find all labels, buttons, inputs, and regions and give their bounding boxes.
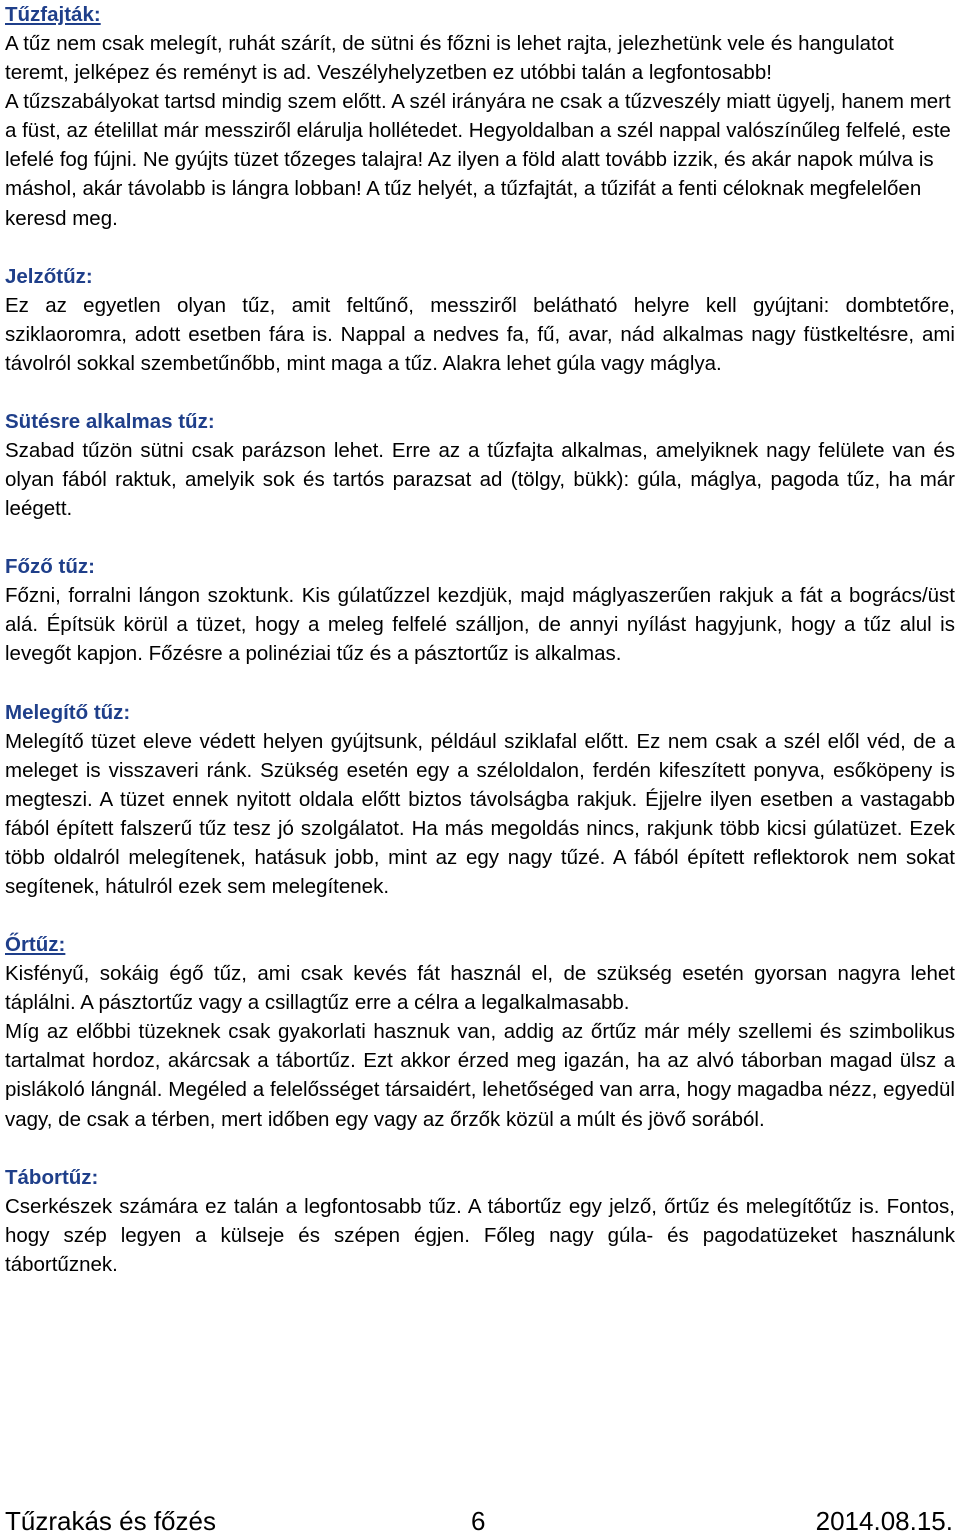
footer-page-number: 6 xyxy=(471,1506,486,1536)
section-sutesre xyxy=(5,407,955,523)
section-paragraph: Míg az előbbi tüzeknek csak gyakorlati hasznuk van, addig az őrtűz már mély szellemi és szimbolikus tartalmat hordoz, akárcsak a tábortűz. Ezt akkor érzed meg igazán, ha az alvó táborban magad ülsz a pislákoló lángnál. Megéled a felelősséget társaidért, lehetőséged van arra, hogy magadba nézz, egyedül vagy, de csak a térben, mert időben egy vagy az őrzők közül a múlt és jövő sorából. xyxy=(5,1020,955,1131)
section-title: Tábortűz: xyxy=(5,1165,99,1189)
section-ortuz xyxy=(5,930,955,1134)
section-paragraph: Melegítő tüzet eleve védett helyen gyújtsunk, például sziklafal előtt. Ez nem csak a szél elől véd, de a meleget is visszaveri ránk. Szükség esetén egy a széloldalon, ferdén kifeszített ponyva, esőköpeny is megteszi. A tüzet ennek nyitott oldala előtt biztos távolságba rakjuk. Éjjelre ilyen esetben a vastagabb fából épített falszerű tűz tesz jó szolgálatot. Ha más megoldás nincs, rakjunk több kicsi gúlatüzet. Ezek több oldalról melegítenek, hatásuk jobb, mint az egy nagy tűzé. A fából épített reflektorok nem sokat segítenek, hátulról ezek sem melegítenek. xyxy=(5,729,955,898)
section-paragraph: Főzni, forralni lángon szoktunk. Kis gúlatűzzel kezdjük, majd máglyaszerűen rakjuk a fát a bogrács/üst alá. Építsük körül a tüzet, hogy a meleg felfelé szálljon, de annyi nyílást hagyjunk, hogy a tűz alul is levegőt kapjon. Főzésre a polinéziai tűz és a pásztortűz is alkalmas. xyxy=(5,584,955,666)
section-title: Melegítő tűz: xyxy=(5,700,131,724)
section-title: Tűzfajták: xyxy=(5,3,101,26)
page-footer xyxy=(5,1505,955,1537)
spacer xyxy=(5,901,955,930)
section-title: Őrtűz: xyxy=(5,933,66,957)
section-tabortuz xyxy=(5,1163,955,1279)
document-page xyxy=(5,0,955,1279)
spacer xyxy=(5,1134,955,1163)
footer-title: Tűzrakás és főzés xyxy=(5,1506,216,1536)
section-title: Főző tűz: xyxy=(5,555,95,579)
spacer xyxy=(5,233,955,262)
section-paragraph: Ez az egyetlen olyan tűz, amit feltűnő, messziről belátható helyre kell gyújtani: dombtetőre, sziklaoromra, adott esetben fára is. Nappal a nedves fa, fű, avar, nád alkalmas nagy füstkeltésre, ami távolról sokkal szembetűnőbb, mint maga a tűz. Alakra lehet gúla vagy máglya. xyxy=(5,293,955,375)
section-melegito-tuz xyxy=(5,698,955,902)
section-title: Sütésre alkalmas tűz: xyxy=(5,409,215,433)
footer-date: 2014.08.15. xyxy=(815,1506,953,1536)
section-paragraph: Kisfényű, sokáig égő tűz, ami csak kevés fát használ el, de szükség esetén gyorsan nagyra lehet táplálni. A pásztortűz vagy a csillagtűz erre a célra a legalkalmasabb. xyxy=(5,962,955,1015)
section-paragraph: Cserkészek számára ez talán a legfontosabb tűz. A tábortűz egy jelző, őrtűz és melegítőtűz is. Fontos, hogy szép legyen a külseje és szépen égjen. Főleg nagy gúla- és pagodatüzeket használunk tábortűznek. xyxy=(5,1194,955,1276)
section-paragraph: A tűzszabályokat tartsd mindig szem előtt. A szél irányára ne csak a tűzveszély miatt ügyelj, hanem mert a füst, az ételillat már messziről elárulja hollétedet. Hegyoldalban a szél nappal valószínűleg felfelé, este lefelé fog fújni. Ne gyújts tüzet tőzeges talajra! Az ilyen a föld alatt tovább izzik, és akár napok múlva is máshol, akár távolabb is lángra lobban! A tűz helyét, a tűzfajtát, a tűzifát a fenti céloknak megfelelően keresd meg. xyxy=(5,90,951,230)
section-paragraph: A tűz nem csak melegít, ruhát szárít, de sütni és főzni is lehet rajta, jelezhetünk vele és hangulatot teremt, jelképez és reményt is ad. Veszélyhelyzetben ez utóbbi talán a legfontosabb! xyxy=(5,32,894,85)
section-jelzotuz xyxy=(5,262,955,378)
section-tuzfajtak xyxy=(5,0,955,233)
section-fozo-tuz xyxy=(5,552,955,668)
section-paragraph: Szabad tűzön sütni csak parázson lehet. Erre az a tűzfajta alkalmas, amelyiknek nagy felülete van és olyan fából raktuk, amelyik sok és tartós parazsat ad (tölgy, bükk): gúla, máglya, pagoda tűz, ha már leégett. xyxy=(5,438,955,521)
spacer xyxy=(5,669,955,698)
spacer xyxy=(5,523,955,552)
spacer xyxy=(5,378,955,407)
section-title: Jelzőtűz: xyxy=(5,264,93,288)
